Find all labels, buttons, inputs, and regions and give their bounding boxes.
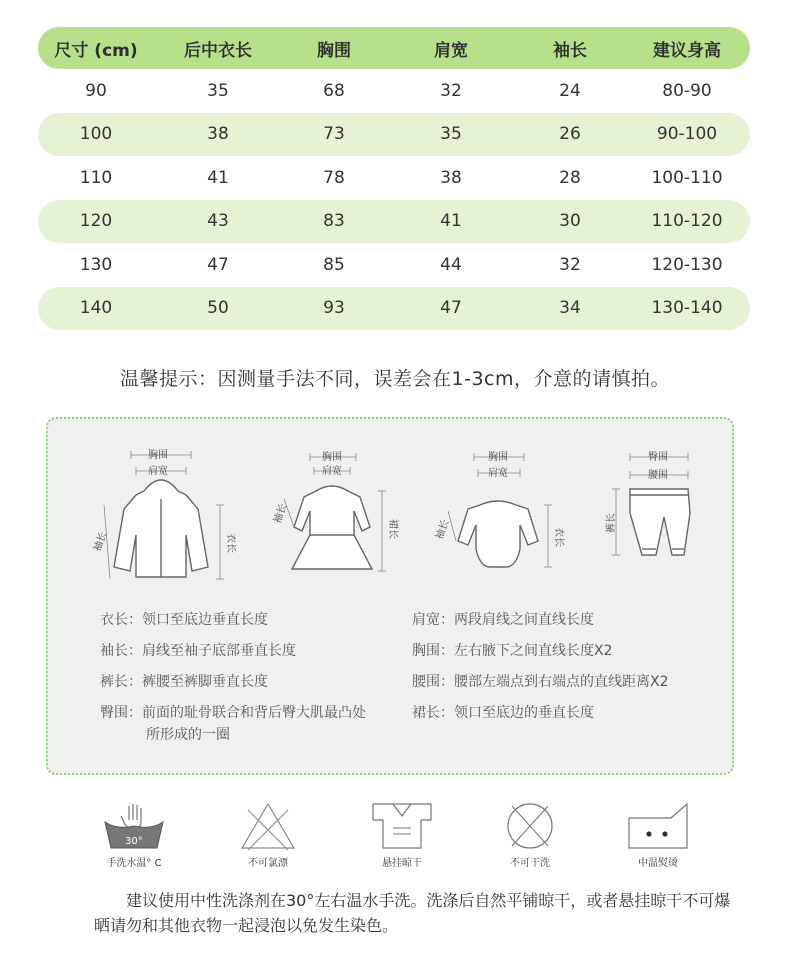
table-cell: 100 — [79, 124, 113, 145]
table-row — [38, 200, 750, 244]
header-cell: 胸围 — [317, 40, 351, 61]
table-cell: 110-120 — [651, 211, 723, 232]
table-cell: 90-100 — [656, 124, 718, 145]
table-cell: 68 — [323, 80, 345, 101]
table-cell: 28 — [559, 167, 581, 188]
table-cell: 41 — [440, 211, 462, 232]
definition-text: 前面的耻骨联合和背后臀大肌最凸处 — [142, 705, 366, 721]
table-cell: 80-90 — [662, 80, 712, 101]
header-cell: 肩宽 — [434, 40, 468, 61]
definition-item — [412, 609, 732, 640]
table-cell: 35 — [440, 124, 462, 145]
definition-item — [412, 640, 732, 671]
definition-item — [100, 640, 400, 671]
dress-skirt-label: 裙长 — [387, 519, 398, 539]
dress-sleeve-label: 袖长 — [272, 502, 290, 526]
table-row — [38, 69, 750, 113]
table-cell: 35 — [207, 80, 229, 101]
table-cell: 44 — [440, 254, 462, 275]
care-no-bleach — [226, 800, 310, 869]
jacket-shoulder-label: 肩宽 — [148, 466, 168, 477]
definition-item — [100, 702, 400, 724]
definition-list-left — [100, 609, 400, 746]
hand-wash-label: 手洗水温° C — [106, 858, 162, 869]
header-cell: 袖长 — [553, 40, 587, 61]
definition-term: 腰围： — [412, 674, 454, 690]
table-cell: 38 — [207, 124, 229, 145]
measurement-tip: 温馨提示：因测量手法不同，误差会在1-3cm，介意的请慎拍。 — [120, 368, 670, 390]
jacket-chest-label: 胸围 — [148, 450, 168, 461]
definition-term: 裙长： — [412, 705, 454, 721]
definition-term: 裤长： — [100, 674, 142, 690]
table-cell: 93 — [323, 298, 345, 319]
definition-text: 两段肩线之间直线长度 — [454, 612, 594, 628]
definition-term: 袖长： — [100, 643, 142, 659]
pants-diagram — [596, 443, 706, 593]
table-cell: 120 — [79, 211, 113, 232]
table-cell: 24 — [559, 80, 581, 101]
care-no-dry-clean — [488, 800, 572, 869]
header-cell: 建议身高 — [653, 40, 721, 61]
table-cell: 50 — [207, 298, 229, 319]
pants-hip-label: 臀围 — [648, 452, 668, 463]
table-cell: 85 — [323, 254, 345, 275]
hang-dry-icon — [367, 800, 437, 852]
table-cell: 120-130 — [651, 254, 723, 275]
header-cell: 后中衣长 — [184, 40, 252, 61]
table-cell: 32 — [559, 254, 581, 275]
table-cell: 38 — [440, 167, 462, 188]
table-cell: 73 — [323, 124, 345, 145]
definition-text: 领口至底边的垂直长度 — [454, 705, 594, 721]
table-cell: 32 — [440, 80, 462, 101]
table-row — [38, 287, 750, 331]
hand-wash-icon — [99, 800, 169, 852]
romper-sleeve-label: 袖长 — [434, 518, 452, 542]
definition-text-cont: 所形成的一圈 — [146, 727, 230, 743]
definition-list-right — [412, 609, 732, 724]
table-cell: 47 — [207, 254, 229, 275]
header-cell: 尺寸 (cm) — [54, 40, 138, 61]
definition-text: 裤腰至裤脚垂直长度 — [142, 674, 268, 690]
dress-diagram — [270, 441, 400, 591]
hang-dry-label: 悬挂晾干 — [382, 858, 422, 869]
table-cell: 140 — [79, 298, 113, 319]
definition-text: 腰部左端点到右端点的直线距离X2 — [454, 674, 669, 690]
no-bleach-label: 不可氯漂 — [248, 858, 288, 869]
definition-text: 肩线至袖子底部垂直长度 — [142, 643, 296, 659]
table-row — [38, 243, 750, 287]
table-row — [38, 156, 750, 200]
table-cell: 26 — [559, 124, 581, 145]
table-cell: 100-110 — [651, 167, 723, 188]
table-cell: 34 — [559, 298, 581, 319]
table-cell: 130 — [79, 254, 113, 275]
jacket-diagram — [86, 439, 236, 589]
definition-item — [412, 702, 732, 724]
table-cell: 130-140 — [651, 298, 723, 319]
jacket-sleeve-label: 袖长 — [92, 530, 110, 554]
definition-text: 领口至底边垂直长度 — [142, 612, 268, 628]
dress-shoulder-label: 肩宽 — [322, 466, 342, 477]
definition-term: 衣长： — [100, 612, 142, 628]
table-cell: 30 — [559, 211, 581, 232]
no-tumble-dry-icon — [500, 800, 560, 852]
care-medium-iron — [616, 800, 700, 869]
size-table — [38, 27, 750, 330]
dress-chest-label: 胸围 — [322, 452, 342, 463]
romper-shoulder-label: 肩宽 — [488, 468, 508, 479]
romper-chest-label: 胸围 — [488, 452, 508, 463]
jacket-length-label: 衣长 — [225, 533, 236, 553]
romper-length-label: 衣长 — [553, 527, 564, 547]
table-cell: 43 — [207, 211, 229, 232]
table-cell: 47 — [440, 298, 462, 319]
definition-term: 肩宽： — [412, 612, 454, 628]
medium-iron-icon — [623, 800, 693, 852]
definition-item — [100, 671, 400, 702]
table-cell: 83 — [323, 211, 345, 232]
pants-waist-label: 腰围 — [648, 470, 668, 481]
definition-term: 臀围： — [100, 705, 142, 721]
pants-length-label: 裤长 — [606, 513, 617, 533]
medium-iron-label: 中温熨烫 — [638, 858, 678, 869]
measurement-panel — [46, 417, 734, 775]
definition-term: 胸围： — [412, 643, 454, 659]
definition-item — [100, 609, 400, 640]
romper-diagram — [428, 441, 568, 591]
table-cell: 110 — [79, 167, 113, 188]
definition-text: 左右腋下之间直线长度X2 — [454, 643, 613, 659]
table-cell: 78 — [323, 167, 345, 188]
table-header — [38, 27, 750, 69]
care-advice: 建议使用中性洗涤剂在30°左右温水手洗。洗涤后自然平铺晾干，或者悬挂晾干不可爆晒请勿和其他衣物一起浸泡以免发生染色。 — [94, 891, 731, 935]
table-cell: 41 — [207, 167, 229, 188]
definition-item — [412, 671, 732, 702]
no-bleach-icon — [238, 800, 298, 852]
hand-wash-temp: 30° — [125, 836, 143, 847]
table-row — [38, 113, 750, 157]
care-hand-wash — [92, 800, 176, 869]
no-dry-clean-label: 不可干洗 — [510, 858, 550, 869]
table-cell: 90 — [85, 80, 107, 101]
care-hang-dry — [360, 800, 444, 869]
